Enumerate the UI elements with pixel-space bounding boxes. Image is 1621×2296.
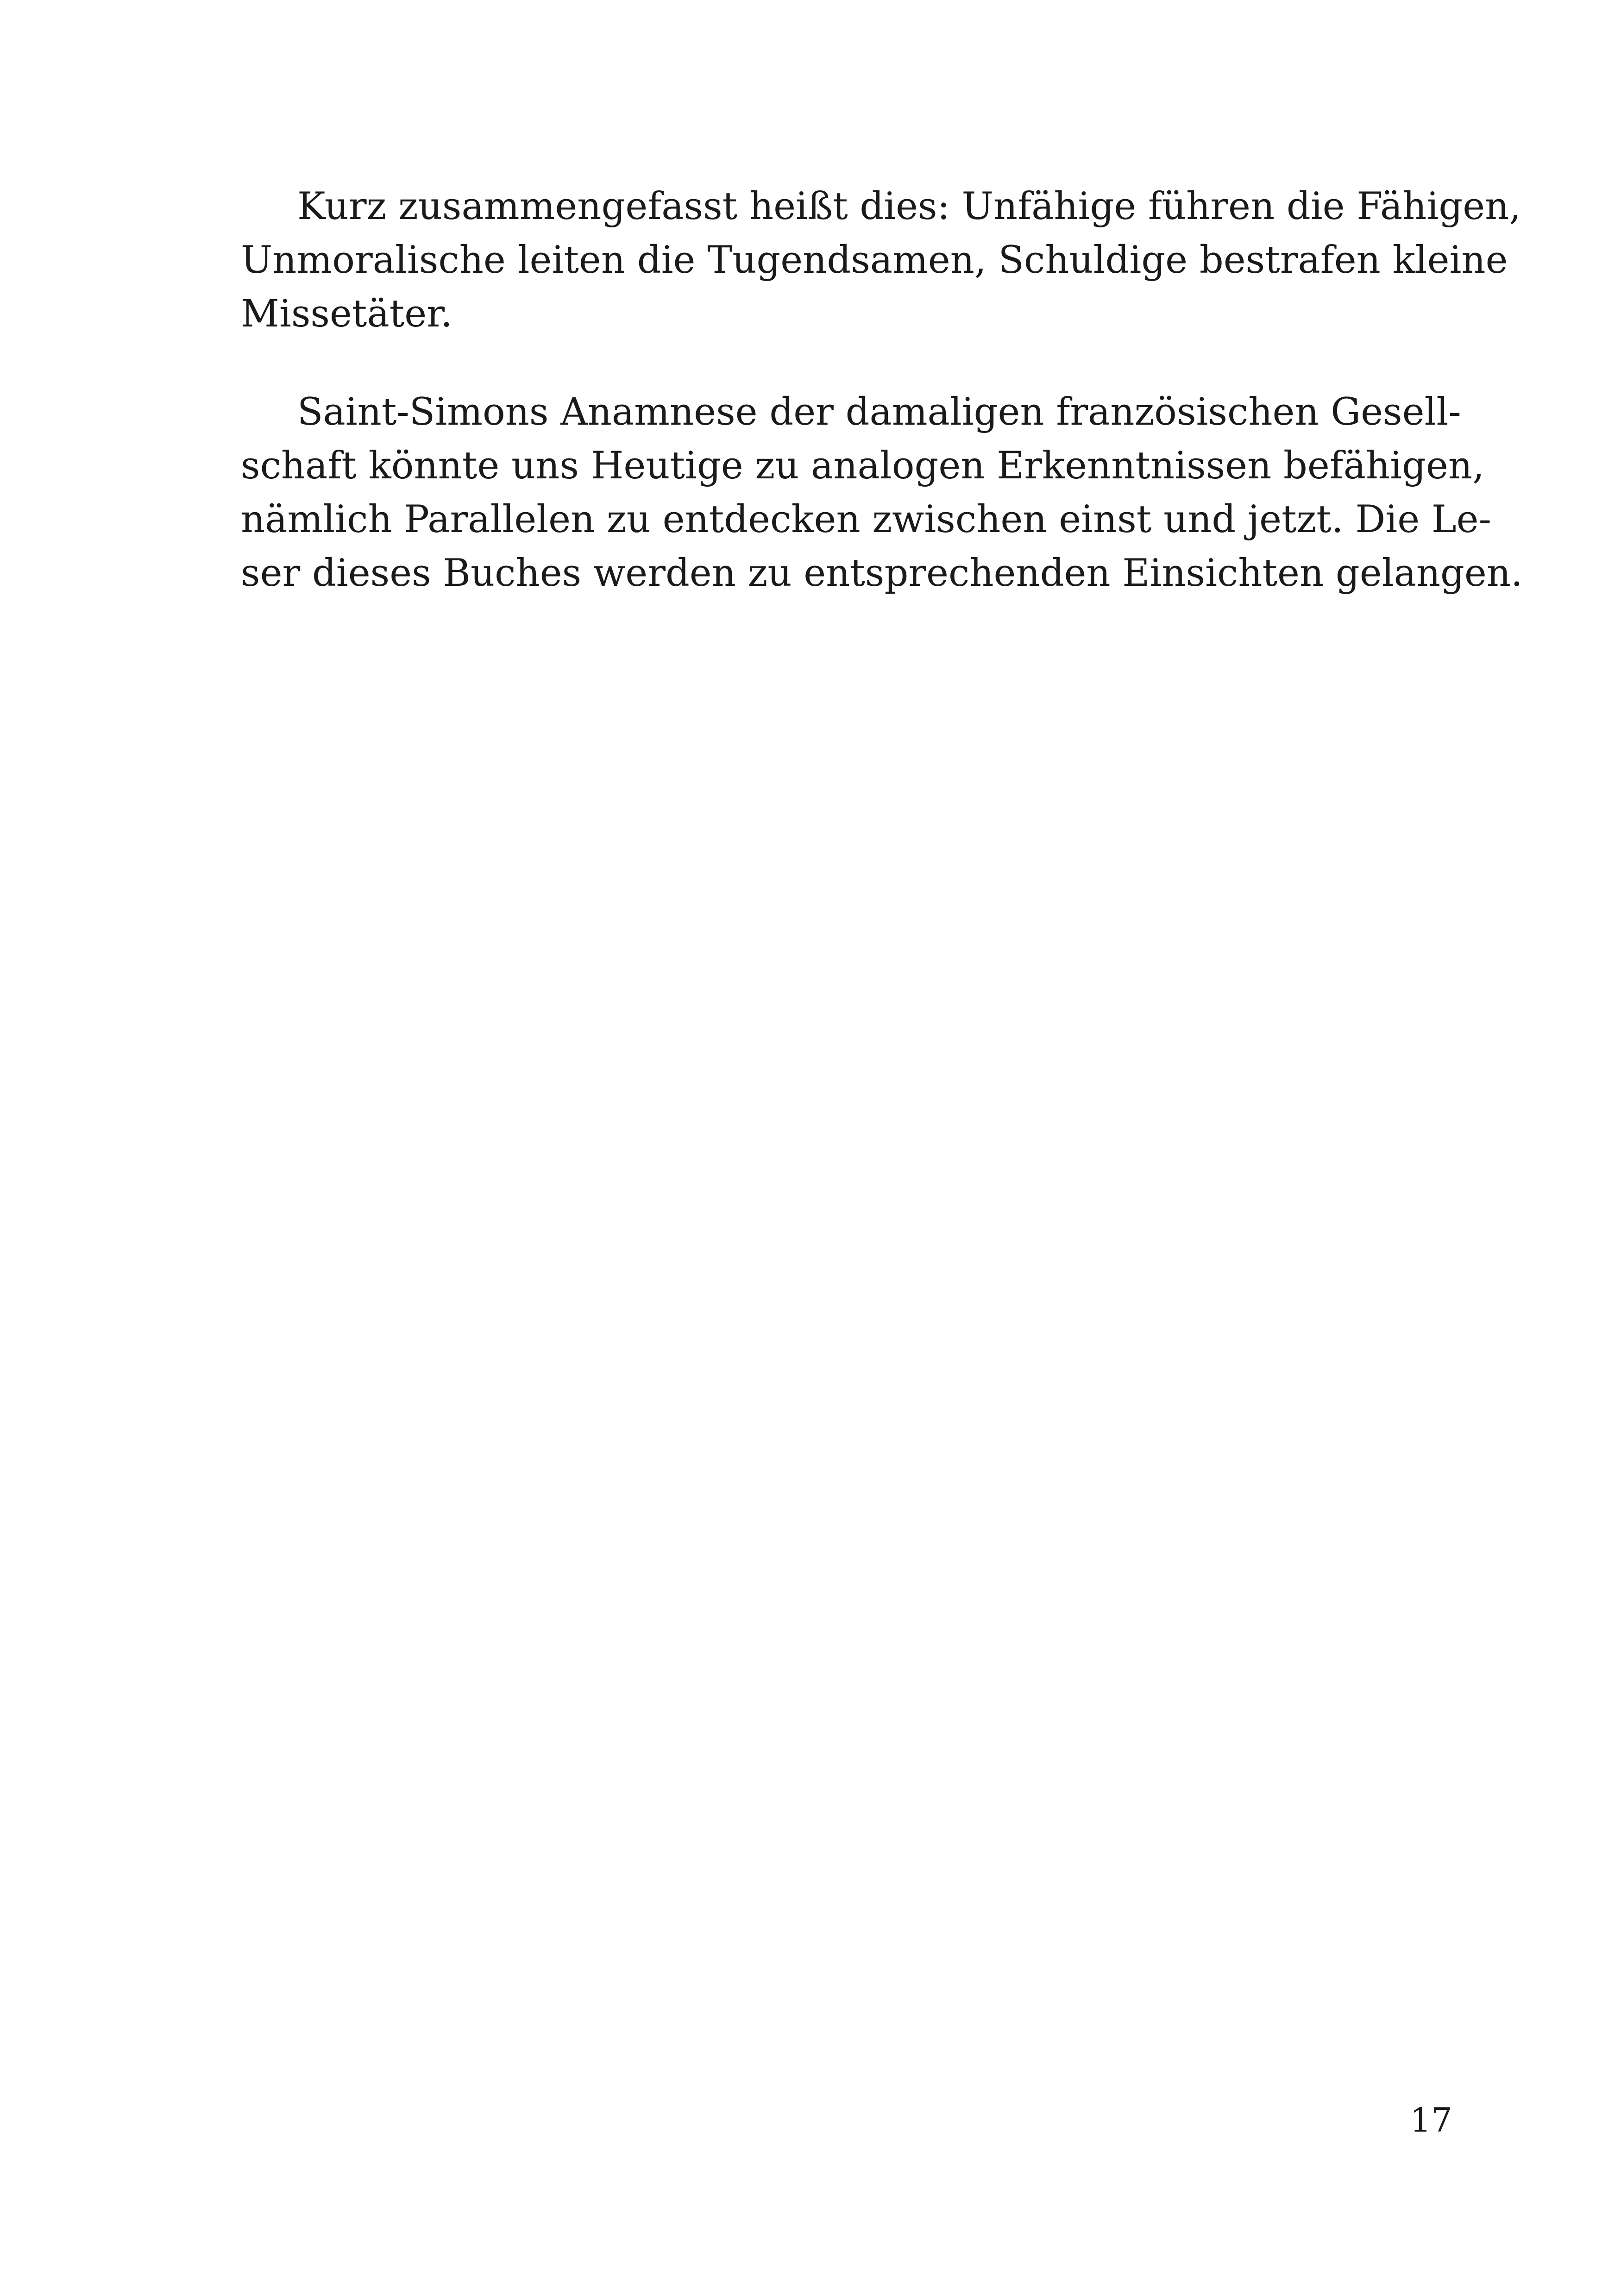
body-text xyxy=(184,180,1523,600)
paragraph-2-line-3: nämlich Parallelen zu entdecken zwischen einst und jetzt. Die Le- xyxy=(241,498,1491,541)
paragraph-1-line-2: Unmoralische leiten die Tugendsamen, Schuldige bestrafen kleine xyxy=(241,238,1508,282)
paragraph-1-line-1: Kurz zusammengefasst heißt dies: Unfähige führen die Fähigen, xyxy=(297,185,1521,228)
page-number: 17 xyxy=(1410,2101,1452,2139)
paragraph-2 xyxy=(184,385,1523,600)
paragraph-2-line-4: ser dieses Buches werden zu entsprechenden Einsichten gelangen. xyxy=(241,552,1523,595)
paragraph-2-line-1: Saint-Simons Anamnese der damaligen französischen Gesell- xyxy=(297,390,1461,434)
paragraph-1 xyxy=(184,180,1521,341)
paragraph-2-line-2: schaft könnte uns Heutige zu analogen Erkenntnissen befähigen, xyxy=(241,444,1484,488)
paragraph-1-line-3: Missetäter. xyxy=(241,292,452,336)
